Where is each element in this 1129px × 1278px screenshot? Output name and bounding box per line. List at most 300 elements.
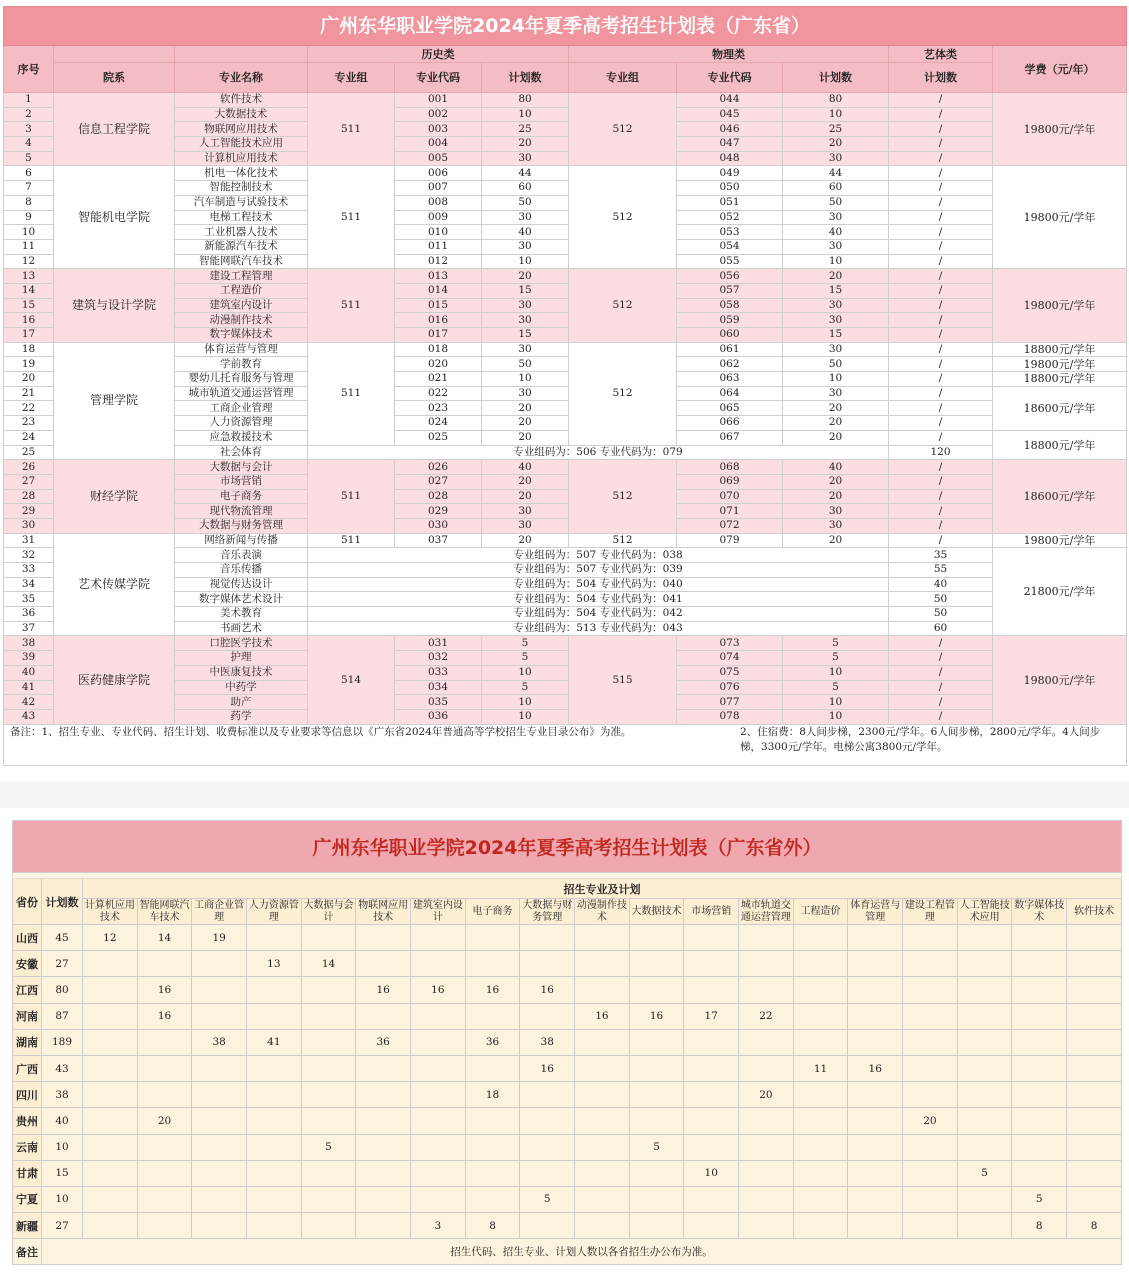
row-seq: 21 bbox=[4, 386, 54, 401]
header-history-plan: 计划数 bbox=[482, 63, 569, 93]
province-major-plan bbox=[411, 1003, 466, 1029]
province-major-plan: 20 bbox=[903, 1108, 958, 1134]
physics-group: 512 bbox=[569, 93, 677, 166]
row-seq: 29 bbox=[4, 504, 54, 519]
header-history-code: 专业代码 bbox=[395, 63, 482, 93]
row-seq: 4 bbox=[4, 137, 54, 152]
province-major-plan bbox=[848, 977, 903, 1003]
province-total: 80 bbox=[42, 977, 83, 1003]
outside-note: 招生代码、招生专业、计划人数以各省招生办公布为准。 bbox=[42, 1239, 1122, 1265]
major-name: 美术教育 bbox=[175, 607, 308, 622]
group-code-note: 专业组码为：504 专业代码为：040 bbox=[308, 577, 889, 592]
province-major-plan bbox=[739, 977, 794, 1003]
province-major-plan bbox=[137, 1055, 192, 1081]
art-plan: / bbox=[889, 210, 993, 225]
province-major-plan: 3 bbox=[411, 1213, 466, 1239]
group-code-note: 专业组码为：504 专业代码为：041 bbox=[308, 592, 889, 607]
history-code: 030 bbox=[395, 518, 482, 533]
row-seq: 12 bbox=[4, 254, 54, 269]
province-major-plan: 41 bbox=[247, 1029, 302, 1055]
province-major-plan bbox=[356, 1186, 411, 1212]
province-major-plan bbox=[575, 1029, 630, 1055]
province-total: 27 bbox=[42, 1213, 83, 1239]
plan-row bbox=[4, 460, 1127, 475]
header-seq: 序号 bbox=[4, 46, 54, 93]
province-major-plan: 5 bbox=[957, 1160, 1012, 1186]
history-code: 006 bbox=[395, 166, 482, 181]
province-major-plan bbox=[739, 1108, 794, 1134]
province-major-plan bbox=[684, 1134, 739, 1160]
tuition-fee: 18600元/学年 bbox=[993, 386, 1127, 430]
physics-code: 063 bbox=[677, 372, 783, 387]
province-major-plan bbox=[793, 1160, 848, 1186]
header-fee: 学费（元/年） bbox=[993, 46, 1127, 93]
province-major-plan bbox=[575, 925, 630, 951]
province-major-plan bbox=[739, 951, 794, 977]
major-name: 中药学 bbox=[175, 680, 308, 695]
province-major-plan: 22 bbox=[739, 1003, 794, 1029]
province-major-plan bbox=[356, 1160, 411, 1186]
row-seq: 7 bbox=[4, 181, 54, 196]
history-plan: 30 bbox=[482, 518, 569, 533]
major-header: 软件技术 bbox=[1067, 899, 1122, 925]
province-name: 安徽 bbox=[13, 951, 42, 977]
physics-plan: 30 bbox=[783, 518, 889, 533]
province-major-plan bbox=[848, 951, 903, 977]
major-name: 电梯工程技术 bbox=[175, 210, 308, 225]
row-seq: 40 bbox=[4, 665, 54, 680]
major-name: 药学 bbox=[175, 709, 308, 724]
history-group: 511 bbox=[308, 533, 395, 548]
history-plan: 50 bbox=[482, 195, 569, 210]
province-major-plan bbox=[629, 925, 684, 951]
physics-plan: 20 bbox=[783, 401, 889, 416]
major-header: 计算机应用技术 bbox=[83, 899, 138, 925]
history-code: 035 bbox=[395, 695, 482, 710]
province-major-plan bbox=[83, 1160, 138, 1186]
province-major-plan bbox=[520, 1082, 575, 1108]
physics-plan: 5 bbox=[783, 636, 889, 651]
major-name: 建筑室内设计 bbox=[175, 298, 308, 313]
history-plan: 10 bbox=[482, 709, 569, 724]
province-major-plan bbox=[848, 1029, 903, 1055]
history-code: 021 bbox=[395, 372, 482, 387]
province-major-plan bbox=[411, 1108, 466, 1134]
province-major-plan bbox=[1012, 1134, 1067, 1160]
header-art: 艺体类 bbox=[889, 46, 993, 63]
history-code: 011 bbox=[395, 239, 482, 254]
major-name: 建设工程管理 bbox=[175, 269, 308, 284]
row-seq: 28 bbox=[4, 489, 54, 504]
province-major-plan bbox=[1012, 977, 1067, 1003]
physics-plan: 20 bbox=[783, 489, 889, 504]
history-code: 028 bbox=[395, 489, 482, 504]
header-majors: 招生专业及计划 bbox=[83, 879, 1122, 899]
province-major-plan bbox=[247, 1082, 302, 1108]
province-major-plan bbox=[793, 977, 848, 1003]
art-plan: 55 bbox=[889, 563, 993, 578]
plan-row bbox=[4, 342, 1127, 357]
province-major-plan bbox=[1067, 1108, 1122, 1134]
province-major-plan bbox=[848, 1160, 903, 1186]
physics-plan: 40 bbox=[783, 460, 889, 475]
history-code: 012 bbox=[395, 254, 482, 269]
major-name: 数字媒体艺术设计 bbox=[175, 592, 308, 607]
physics-code: 077 bbox=[677, 695, 783, 710]
province-major-plan bbox=[247, 1186, 302, 1212]
history-plan: 30 bbox=[482, 342, 569, 357]
section-divider bbox=[0, 782, 1129, 808]
history-plan: 20 bbox=[482, 489, 569, 504]
province-major-plan bbox=[83, 1108, 138, 1134]
major-header: 建设工程管理 bbox=[903, 899, 958, 925]
province-total: 27 bbox=[42, 951, 83, 977]
province-major-plan bbox=[848, 1134, 903, 1160]
history-code: 016 bbox=[395, 313, 482, 328]
physics-code: 045 bbox=[677, 107, 783, 122]
province-major-plan bbox=[684, 1082, 739, 1108]
province-major-plan bbox=[957, 1213, 1012, 1239]
province-major-plan bbox=[520, 1213, 575, 1239]
major-name: 动漫制作技术 bbox=[175, 313, 308, 328]
province-major-plan: 38 bbox=[520, 1029, 575, 1055]
row-seq: 43 bbox=[4, 709, 54, 724]
row-seq: 14 bbox=[4, 283, 54, 298]
province-major-plan bbox=[575, 1055, 630, 1081]
province-major-plan bbox=[356, 1055, 411, 1081]
province-major-plan bbox=[629, 1108, 684, 1134]
province-major-plan: 16 bbox=[411, 977, 466, 1003]
history-plan: 44 bbox=[482, 166, 569, 181]
province-major-plan bbox=[957, 977, 1012, 1003]
art-plan: / bbox=[889, 357, 993, 372]
art-plan: / bbox=[889, 416, 993, 431]
dept-name: 医药健康学院 bbox=[54, 636, 175, 724]
province-major-plan bbox=[356, 925, 411, 951]
province-major-plan bbox=[1012, 1082, 1067, 1108]
physics-code: 078 bbox=[677, 709, 783, 724]
major-header: 大数据技术 bbox=[629, 899, 684, 925]
physics-code: 074 bbox=[677, 651, 783, 666]
physics-plan: 10 bbox=[783, 254, 889, 269]
province-major-plan bbox=[192, 977, 247, 1003]
history-plan: 20 bbox=[482, 401, 569, 416]
major-name: 机电一体化技术 bbox=[175, 166, 308, 181]
major-header: 工商企业管理 bbox=[192, 899, 247, 925]
art-plan: / bbox=[889, 166, 993, 181]
province-major-plan bbox=[793, 951, 848, 977]
province-major-plan: 8 bbox=[1067, 1213, 1122, 1239]
history-plan: 20 bbox=[482, 533, 569, 548]
art-plan: / bbox=[889, 298, 993, 313]
row-seq: 27 bbox=[4, 474, 54, 489]
province-major-plan bbox=[137, 951, 192, 977]
art-plan: / bbox=[889, 328, 993, 343]
physics-plan: 10 bbox=[783, 709, 889, 724]
major-name: 新能源汽车技术 bbox=[175, 239, 308, 254]
province-total: 15 bbox=[42, 1160, 83, 1186]
major-name: 汽车制造与试验技术 bbox=[175, 195, 308, 210]
major-name: 大数据与会计 bbox=[175, 460, 308, 475]
history-plan: 5 bbox=[482, 680, 569, 695]
province-major-plan bbox=[629, 977, 684, 1003]
physics-plan: 50 bbox=[783, 195, 889, 210]
province-name: 贵州 bbox=[13, 1108, 42, 1134]
province-major-plan: 11 bbox=[793, 1055, 848, 1081]
physics-code: 056 bbox=[677, 269, 783, 284]
province-major-plan bbox=[356, 1082, 411, 1108]
history-plan: 10 bbox=[482, 254, 569, 269]
province-major-plan bbox=[83, 1055, 138, 1081]
art-plan: / bbox=[889, 93, 993, 108]
art-plan: / bbox=[889, 283, 993, 298]
history-code: 008 bbox=[395, 195, 482, 210]
major-name: 音乐表演 bbox=[175, 548, 308, 563]
row-seq: 41 bbox=[4, 680, 54, 695]
province-name: 云南 bbox=[13, 1134, 42, 1160]
header-total: 计划数 bbox=[42, 879, 83, 925]
physics-code: 060 bbox=[677, 328, 783, 343]
history-group: 511 bbox=[308, 93, 395, 166]
province-major-plan bbox=[957, 1134, 1012, 1160]
province-name: 甘肃 bbox=[13, 1160, 42, 1186]
province-major-plan bbox=[83, 1029, 138, 1055]
major-name: 工业机器人技术 bbox=[175, 225, 308, 240]
art-plan: 50 bbox=[889, 592, 993, 607]
physics-plan: 20 bbox=[783, 416, 889, 431]
row-seq: 2 bbox=[4, 107, 54, 122]
province-major-plan bbox=[192, 1082, 247, 1108]
province-major-plan bbox=[903, 1055, 958, 1081]
major-header: 动漫制作技术 bbox=[575, 899, 630, 925]
history-code: 036 bbox=[395, 709, 482, 724]
province-major-plan bbox=[629, 1186, 684, 1212]
province-major-plan bbox=[301, 1082, 356, 1108]
province-major-plan bbox=[411, 1055, 466, 1081]
row-seq: 3 bbox=[4, 122, 54, 137]
physics-code: 068 bbox=[677, 460, 783, 475]
history-plan: 20 bbox=[482, 269, 569, 284]
art-plan: / bbox=[889, 269, 993, 284]
major-header: 数字媒体技术 bbox=[1012, 899, 1067, 925]
province-row bbox=[13, 925, 1122, 951]
province-major-plan: 18 bbox=[465, 1082, 520, 1108]
physics-code: 069 bbox=[677, 474, 783, 489]
row-seq: 1 bbox=[4, 93, 54, 108]
province-major-plan bbox=[356, 1213, 411, 1239]
province-major-plan: 14 bbox=[301, 951, 356, 977]
province-major-plan bbox=[83, 1213, 138, 1239]
province-major-plan: 20 bbox=[739, 1082, 794, 1108]
history-group: 514 bbox=[308, 636, 395, 724]
province-major-plan bbox=[575, 1160, 630, 1186]
header-physics-group: 专业组 bbox=[569, 63, 677, 93]
province-major-plan bbox=[411, 1082, 466, 1108]
province-major-plan bbox=[520, 925, 575, 951]
art-plan: / bbox=[889, 695, 993, 710]
history-plan: 30 bbox=[482, 151, 569, 166]
dept-name: 财经学院 bbox=[54, 460, 175, 533]
history-code: 002 bbox=[395, 107, 482, 122]
province-major-plan bbox=[739, 1134, 794, 1160]
province-major-plan bbox=[83, 951, 138, 977]
note-enrollment: 备注：1、招生专业、专业代码、招生计划、收费标准以及专业要求等信息以《广东省2024年普通高等学校招生专业目录公布》为准。 bbox=[10, 725, 632, 738]
province-major-plan bbox=[520, 1134, 575, 1160]
major-name: 电子商务 bbox=[175, 489, 308, 504]
history-code: 031 bbox=[395, 636, 482, 651]
art-plan: / bbox=[889, 401, 993, 416]
province-major-plan bbox=[848, 1213, 903, 1239]
province-major-plan bbox=[848, 1082, 903, 1108]
physics-code: 072 bbox=[677, 518, 783, 533]
tuition-fee: 19800元/学年 bbox=[993, 636, 1127, 724]
province-major-plan: 5 bbox=[629, 1134, 684, 1160]
physics-plan: 10 bbox=[783, 665, 889, 680]
province-total: 45 bbox=[42, 925, 83, 951]
row-seq: 11 bbox=[4, 239, 54, 254]
province-major-plan bbox=[137, 1186, 192, 1212]
history-code: 015 bbox=[395, 298, 482, 313]
guangdong-plan-table bbox=[3, 6, 1127, 766]
province-major-plan bbox=[192, 1213, 247, 1239]
province-major-plan bbox=[957, 925, 1012, 951]
physics-plan: 5 bbox=[783, 651, 889, 666]
province-total: 10 bbox=[42, 1186, 83, 1212]
province-major-plan: 19 bbox=[192, 925, 247, 951]
outside-guangdong-plan-table bbox=[12, 820, 1122, 1265]
history-code: 034 bbox=[395, 680, 482, 695]
province-major-plan bbox=[739, 1160, 794, 1186]
physics-code: 044 bbox=[677, 93, 783, 108]
province-major-plan bbox=[739, 1213, 794, 1239]
province-row bbox=[13, 1029, 1122, 1055]
history-plan: 5 bbox=[482, 636, 569, 651]
province-major-plan bbox=[520, 1160, 575, 1186]
physics-plan: 20 bbox=[783, 474, 889, 489]
physics-code: 053 bbox=[677, 225, 783, 240]
group-code-note: 专业组码为：513 专业代码为：043 bbox=[308, 621, 889, 636]
province-major-plan bbox=[411, 1160, 466, 1186]
art-plan: / bbox=[889, 651, 993, 666]
art-plan: / bbox=[889, 518, 993, 533]
physics-plan: 20 bbox=[783, 533, 889, 548]
major-header: 人力资源管理 bbox=[247, 899, 302, 925]
outside-table-title: 广州东华职业学院2024年夏季高考招生计划表（广东省外） bbox=[13, 821, 1122, 873]
province-major-plan: 20 bbox=[137, 1108, 192, 1134]
province-major-plan bbox=[83, 1186, 138, 1212]
province-major-plan: 5 bbox=[301, 1134, 356, 1160]
province-total: 40 bbox=[42, 1108, 83, 1134]
physics-plan: 20 bbox=[783, 137, 889, 152]
province-major-plan bbox=[903, 1160, 958, 1186]
history-plan: 10 bbox=[482, 372, 569, 387]
physics-plan: 30 bbox=[783, 210, 889, 225]
province-major-plan bbox=[356, 1134, 411, 1160]
province-major-plan bbox=[575, 1108, 630, 1134]
plan-row bbox=[4, 269, 1127, 284]
history-plan: 10 bbox=[482, 665, 569, 680]
dept-name: 建筑与设计学院 bbox=[54, 269, 175, 342]
major-header: 建筑室内设计 bbox=[411, 899, 466, 925]
tuition-fee: 19800元/学年 bbox=[993, 166, 1127, 269]
history-plan: 30 bbox=[482, 210, 569, 225]
province-major-plan bbox=[247, 977, 302, 1003]
row-seq: 42 bbox=[4, 695, 54, 710]
plan-row bbox=[4, 636, 1127, 651]
group-code-note: 专业组码为：504 专业代码为：042 bbox=[308, 607, 889, 622]
row-seq: 6 bbox=[4, 166, 54, 181]
art-plan: 40 bbox=[889, 577, 993, 592]
physics-code: 046 bbox=[677, 122, 783, 137]
major-name: 物联网应用技术 bbox=[175, 122, 308, 137]
province-major-plan bbox=[903, 1186, 958, 1212]
note-label: 备注 bbox=[13, 1239, 42, 1265]
physics-code: 051 bbox=[677, 195, 783, 210]
art-plan: / bbox=[889, 636, 993, 651]
province-major-plan bbox=[957, 1029, 1012, 1055]
row-seq: 30 bbox=[4, 518, 54, 533]
physics-group: 512 bbox=[569, 269, 677, 342]
province-major-plan: 12 bbox=[83, 925, 138, 951]
province-major-plan: 38 bbox=[192, 1029, 247, 1055]
province-major-plan bbox=[1012, 1003, 1067, 1029]
province-major-plan bbox=[520, 1003, 575, 1029]
physics-plan: 20 bbox=[783, 269, 889, 284]
province-major-plan: 16 bbox=[465, 977, 520, 1003]
province-row bbox=[13, 1082, 1122, 1108]
province-major-plan bbox=[848, 1186, 903, 1212]
physics-code: 079 bbox=[677, 533, 783, 548]
province-major-plan bbox=[793, 1186, 848, 1212]
province-major-plan bbox=[465, 1003, 520, 1029]
physics-plan: 15 bbox=[783, 328, 889, 343]
row-seq: 24 bbox=[4, 430, 54, 445]
province-major-plan bbox=[848, 1003, 903, 1029]
row-seq: 38 bbox=[4, 636, 54, 651]
history-plan: 30 bbox=[482, 239, 569, 254]
province-major-plan bbox=[1012, 1029, 1067, 1055]
physics-code: 065 bbox=[677, 401, 783, 416]
row-seq: 9 bbox=[4, 210, 54, 225]
province-name: 宁夏 bbox=[13, 1186, 42, 1212]
history-code: 029 bbox=[395, 504, 482, 519]
province-major-plan: 16 bbox=[356, 977, 411, 1003]
dept-name: 智能机电学院 bbox=[54, 166, 175, 269]
province-major-plan bbox=[793, 1134, 848, 1160]
art-plan: 120 bbox=[889, 445, 993, 460]
history-plan: 25 bbox=[482, 122, 569, 137]
plan-row bbox=[4, 533, 1127, 548]
art-plan: / bbox=[889, 225, 993, 240]
tuition-fee: 18800元/学年 bbox=[993, 342, 1127, 357]
province-major-plan bbox=[356, 1108, 411, 1134]
history-plan: 80 bbox=[482, 93, 569, 108]
history-code: 023 bbox=[395, 401, 482, 416]
history-code: 010 bbox=[395, 225, 482, 240]
province-major-plan: 16 bbox=[848, 1055, 903, 1081]
major-header: 市场营销 bbox=[684, 899, 739, 925]
province-major-plan bbox=[83, 977, 138, 1003]
major-name: 城市轨道交通运营管理 bbox=[175, 386, 308, 401]
header-dept: 院系 bbox=[54, 63, 175, 93]
history-plan: 30 bbox=[482, 298, 569, 313]
tuition-fee: 19800元/学年 bbox=[993, 357, 1127, 372]
province-major-plan bbox=[192, 951, 247, 977]
province-major-plan bbox=[903, 1213, 958, 1239]
history-plan: 30 bbox=[482, 386, 569, 401]
province-major-plan bbox=[739, 1186, 794, 1212]
physics-group: 515 bbox=[569, 636, 677, 724]
